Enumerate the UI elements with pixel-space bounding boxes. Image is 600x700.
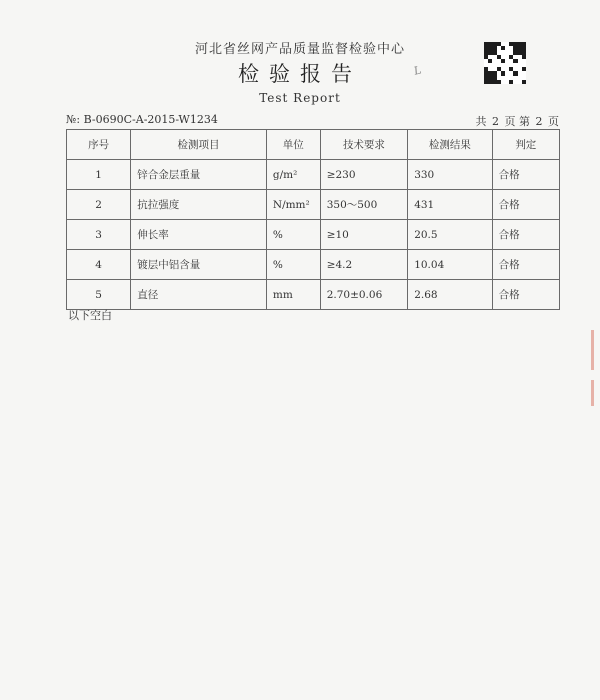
cell-unit: N/mm² xyxy=(266,190,320,220)
page-indicator xyxy=(475,113,561,129)
cell-no: 1 xyxy=(67,160,131,190)
total-pages: 2 xyxy=(492,115,499,128)
cell-result: 431 xyxy=(408,190,492,220)
table-header-row xyxy=(67,130,560,160)
table-row xyxy=(67,250,560,280)
cell-unit: % xyxy=(266,250,320,280)
table-row xyxy=(67,190,560,220)
cell-item: 抗拉强度 xyxy=(131,190,267,220)
page-label: 页 第 xyxy=(504,115,530,128)
cell-item: 镀层中铝含量 xyxy=(131,250,267,280)
cell-unit: mm xyxy=(266,280,320,310)
cell-item: 伸长率 xyxy=(131,220,267,250)
table-row xyxy=(67,280,560,310)
cell-unit: g/m² xyxy=(266,160,320,190)
cell-requirement: ≥230 xyxy=(320,160,407,190)
cell-requirement: ≥4.2 xyxy=(320,250,407,280)
cell-result: 20.5 xyxy=(408,220,492,250)
cell-no: 4 xyxy=(67,250,131,280)
cell-judgement: 合格 xyxy=(492,160,559,190)
report-title-english: Test Report xyxy=(259,91,341,105)
report-title: 检验报告 xyxy=(238,62,362,86)
cell-no: 5 xyxy=(67,280,131,310)
header-unit: 单位 xyxy=(266,130,320,160)
blank-below-note: 以下空白 xyxy=(68,309,112,322)
page-number: 2 xyxy=(535,115,543,128)
total-pages-label: 共 xyxy=(475,115,487,128)
cell-judgement: 合格 xyxy=(492,250,559,280)
header-result: 检测结果 xyxy=(408,130,492,160)
table-row xyxy=(67,220,560,250)
table-row xyxy=(67,160,560,190)
header-item: 检测项目 xyxy=(131,130,267,160)
cell-requirement: 350～500 xyxy=(320,190,407,220)
cell-result: 330 xyxy=(408,160,492,190)
handwritten-mark: L xyxy=(412,63,423,78)
cell-result: 2.68 xyxy=(408,280,492,310)
organization-name: 河北省丝网产品质量监督检验中心 xyxy=(194,42,405,57)
cell-item: 锌合金层重量 xyxy=(131,160,267,190)
report-meta xyxy=(66,113,560,129)
stamp-edge-mark xyxy=(591,330,594,370)
cell-judgement: 合格 xyxy=(492,280,559,310)
cell-item: 直径 xyxy=(131,280,267,310)
cell-judgement: 合格 xyxy=(492,190,559,220)
cell-result: 10.04 xyxy=(408,250,492,280)
cell-unit: % xyxy=(266,220,320,250)
header-requirement: 技术要求 xyxy=(320,130,407,160)
cell-judgement: 合格 xyxy=(492,220,559,250)
report-number: №: B-0690C-A-2015-W1234 xyxy=(66,113,218,126)
qr-code-icon xyxy=(484,42,526,84)
header-no: 序号 xyxy=(67,130,131,160)
cell-no: 3 xyxy=(67,220,131,250)
cell-requirement: 2.70±0.06 xyxy=(320,280,407,310)
cell-no: 2 xyxy=(67,190,131,220)
page-suffix: 页 xyxy=(548,115,559,128)
stamp-edge-mark xyxy=(591,380,594,406)
results-table xyxy=(66,129,560,310)
cell-requirement: ≥10 xyxy=(320,220,407,250)
header-judgement: 判定 xyxy=(492,130,559,160)
